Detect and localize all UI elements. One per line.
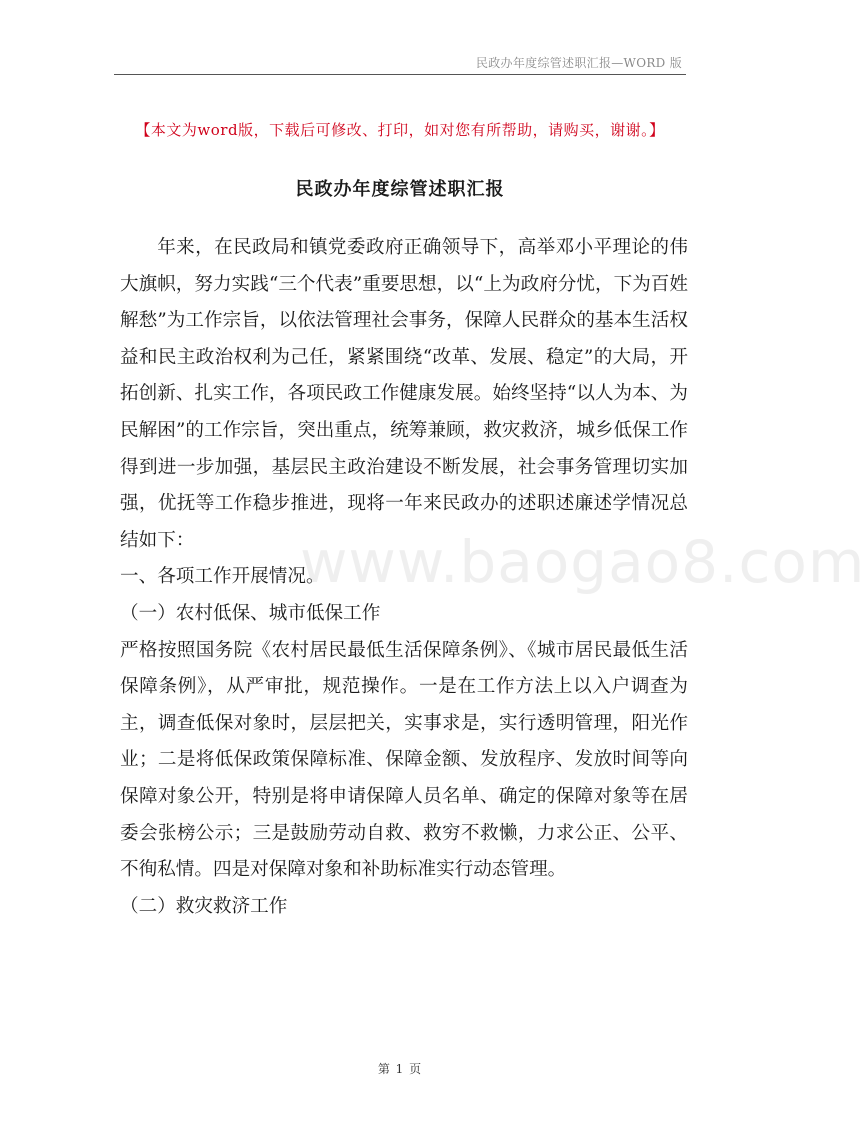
purchase-notice: 【本文为word版，下载后可修改、打印，如对您有所帮助，请购买，谢谢。】: [135, 121, 665, 139]
page-number: 第 1 页: [377, 1062, 423, 1076]
section-heading-1: 一、各项工作开展情况。: [120, 566, 325, 588]
document-title: 民政办年度综管述职汇报: [295, 179, 505, 200]
watermark: www.baogao8.com: [300, 528, 865, 596]
running-header: 民政办年度综管述职汇报—WORD 版: [475, 56, 682, 70]
subsection-heading-1: （一）农村低保、城市低保工作: [120, 602, 381, 624]
document-body: [120, 230, 688, 925]
subsection-heading-2: （二）救灾救济工作: [120, 895, 288, 917]
subsection-1-paragraph: 严格按照国务院《农村居民最低生活保障条例》、《城市居民最低生活保障条例》，从严审批，规范操作。一是在工作方法上以入户调查为主，调查低保对象时，层层把关，实事求是，实行透明管理，阳光作业；二是将低保政策保障标准、保障金额、发放程序、发放时间等向保障对象公开，特别是将申请保障人员名单、确定的保障对象等在居委会张榜公示；三是鼓励劳动自救、救穷不救懒，力求公正、公平、不徇私情。四是对保障对象和补助标准实行动态管理。: [120, 639, 688, 881]
intro-paragraph: 年来，在民政局和镇党委政府正确领导下，高举邓小平理论的伟大旗帜，努力实践“三个代表”重要思想，以“上为政府分忧，下为百姓解愁”为工作宗旨，以依法管理社会事务，保障人民群众的基本生活权益和民主政治权利为己任，紧紧围绕“改革、发展、稳定”的大局，开拓创新、扎实工作，各项民政工作健康发展。始终坚持“以人为本、为民解困”的工作宗旨，突出重点，统筹兼顾，救灾救济，城乡低保工作得到进一步加强，基层民主政治建设不断发展，社会事务管理切实加强，优抚等工作稳步推进，现将一年来民政办的述职述廉述学情况总结如下：: [120, 237, 688, 551]
header-divider: [114, 74, 686, 75]
